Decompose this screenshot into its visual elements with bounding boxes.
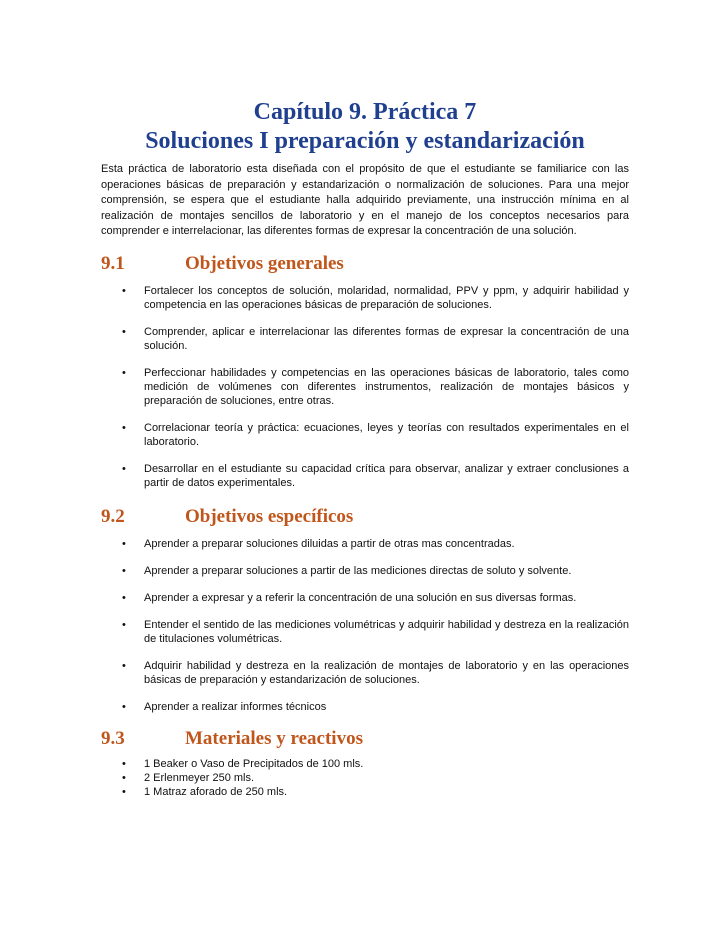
bullet-icon: •	[122, 537, 126, 550]
list-item: • Desarrollar en el estudiante su capacidad crítica para observar, analizar y extraer conclusiones a partir de datos experimentales.	[122, 462, 629, 489]
bullet-icon: •	[122, 564, 126, 577]
bullet-icon: •	[122, 421, 126, 434]
list-item: • 1 Matraz aforado de 250 mls.	[122, 785, 288, 798]
section-title: Objetivos generales	[185, 252, 344, 274]
list-item: • 1 Beaker o Vaso de Precipitados de 100 mls.	[122, 757, 364, 770]
section-title: Objetivos específicos	[185, 505, 354, 527]
list-item: • 2 Erlenmeyer 250 mls.	[122, 771, 255, 784]
list-item: • Correlacionar teoría y práctica: ecuaciones, leyes y teorías con resultados experimentales en el laboratorio.	[122, 421, 629, 448]
section-heading-9-2	[101, 506, 629, 528]
bullet-icon: •	[122, 757, 126, 770]
bullet-icon: •	[122, 591, 126, 604]
section-heading-9-1	[101, 253, 629, 275]
list-item: • Aprender a realizar informes técnicos	[122, 700, 327, 713]
section-number: 9.2	[101, 505, 125, 527]
section-number: 9.3	[101, 727, 125, 749]
list-item: • Aprender a preparar soluciones diluidas a partir de otras mas concentradas.	[122, 537, 515, 550]
bullet-icon: •	[122, 785, 126, 798]
general-objectives-list	[101, 284, 629, 490]
bullet-icon: •	[122, 700, 126, 713]
title-line-1: Capítulo 9. Práctica 7	[253, 99, 477, 125]
list-item: • Fortalecer los conceptos de solución, molaridad, normalidad, PPV y ppm, y adquirir habilidad y competencia en las operaciones básicas de preparación de soluciones.	[122, 284, 629, 311]
list-item: • Aprender a preparar soluciones a partir de las mediciones directas de soluto y solvente.	[122, 564, 572, 577]
bullet-icon: •	[122, 325, 126, 338]
section-heading-9-3	[101, 728, 629, 750]
document-page	[101, 98, 629, 799]
bullet-icon: •	[122, 284, 126, 297]
list-item: • Aprender a expresar y a referir la concentración de una solución en sus diversas formas.	[122, 591, 577, 604]
section-number: 9.1	[101, 252, 125, 274]
bullet-icon: •	[122, 618, 126, 631]
list-item: • Comprender, aplicar e interrelacionar las diferentes formas de expresar la concentración de una solución.	[122, 325, 629, 352]
bullet-icon: •	[122, 366, 126, 379]
specific-objectives-list	[101, 537, 629, 714]
list-item: • Adquirir habilidad y destreza en la realización de montajes de laboratorio y en las operaciones básicas de preparación y estandarización de soluciones.	[122, 659, 629, 686]
page-title	[101, 98, 629, 156]
bullet-icon: •	[122, 659, 126, 672]
title-line-2: Soluciones I preparación y estandarización	[145, 128, 585, 154]
bullet-icon: •	[122, 462, 126, 475]
section-title: Materiales y reactivos	[185, 727, 363, 749]
materials-list	[101, 757, 629, 799]
bullet-icon: •	[122, 771, 126, 784]
intro-paragraph: Esta práctica de laboratorio esta diseñada con el propósito de que el estudiante se familiarice con las operaciones básicas de preparación y estandarización o normalización de soluciones. Para una mejor comprensión, se espera que el estudiante halla adquirido previamente, una instrucción mínima en al realización de montajes sencillos de laboratorio y en el manejo de los conceptos necesarios para comprender e interrelacionar, las diferentes formas de expresar la concentración de una solución.	[101, 163, 629, 238]
list-item: • Entender el sentido de las mediciones volumétricas y adquirir habilidad y destreza en la realización de titulaciones volumétricas.	[122, 618, 629, 645]
list-item: • Perfeccionar habilidades y competencias en las operaciones básicas de laboratorio, tales como medición de volúmenes con diferentes instrumentos, realización de montajes básicos y preparación de soluciones, entre otras.	[122, 366, 629, 407]
